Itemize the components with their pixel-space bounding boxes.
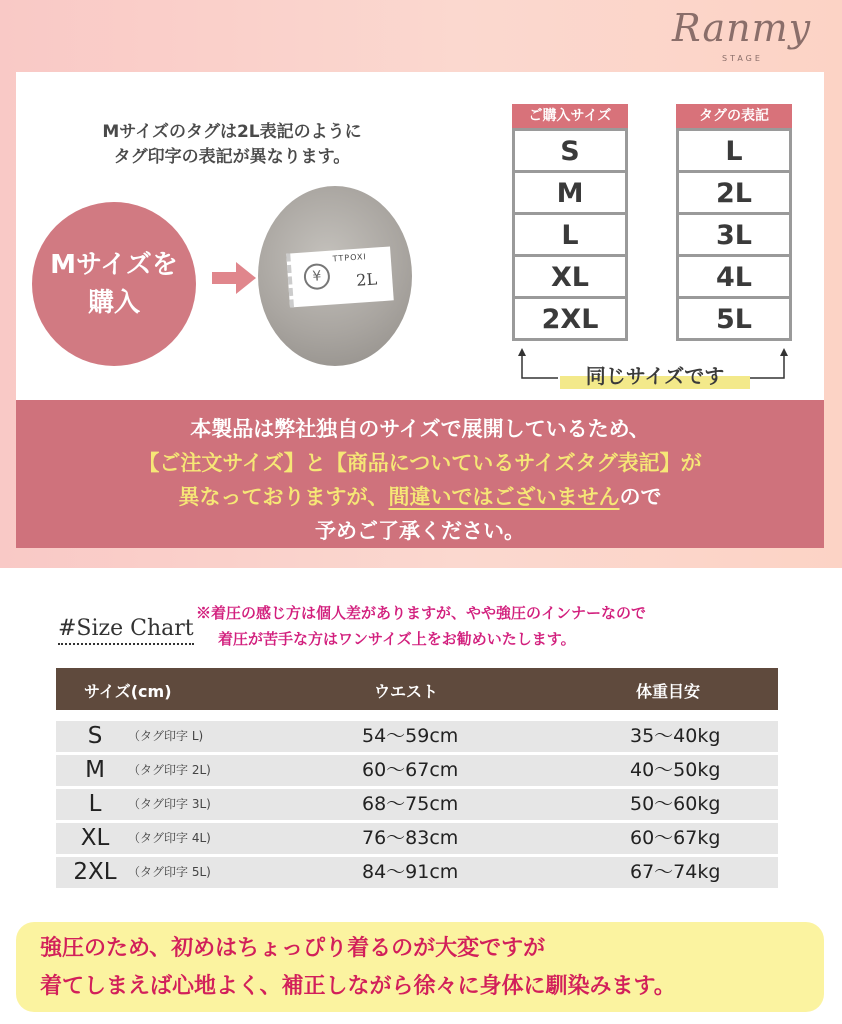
row-weight: 40〜50kg (630, 759, 721, 781)
pressure-note-line2: 着圧が苦手な方はワンサイズ上をお勧めいたします。 (218, 630, 576, 648)
size-table-header (56, 668, 778, 710)
purchase-size-header: ご購入サイズ (512, 104, 628, 128)
tag-note-line1: Mサイズのタグは2L表記のように (102, 122, 362, 142)
buy-badge-line1: Mサイズを (50, 250, 178, 280)
notice-line3 (16, 480, 824, 514)
tag-brand-text: TTPOXI (332, 252, 368, 264)
purchase-size-cell: M (515, 170, 625, 212)
table-row (56, 789, 778, 820)
row-tag: （タグ印字 5L) (128, 865, 211, 879)
size-tag-label (286, 246, 394, 307)
row-waist: 84〜91cm (362, 861, 459, 883)
row-weight: 67〜74kg (630, 861, 721, 883)
notice-line4: 予めご了承ください。 (315, 519, 525, 543)
logo-sub: STAGE (722, 54, 763, 63)
notice-line2: 【ご注文サイズ】と【商品についているサイズタグ表記】が (138, 451, 702, 475)
tag-size-header: タグの表記 (676, 104, 792, 128)
size-notice-box (16, 400, 824, 548)
tag-size-cell: L (679, 128, 789, 170)
table-row (56, 755, 778, 786)
pressure-note (196, 600, 826, 652)
size-table (56, 668, 778, 888)
purchase-size-cell: 2XL (515, 296, 625, 338)
notice-line3-a: 異なっておりますが、 (178, 485, 389, 509)
tag-size-cell: 2L (679, 170, 789, 212)
tag-size-cell: 4L (679, 254, 789, 296)
row-size: M (85, 757, 105, 783)
size-chart-title: #Size Chart (58, 616, 194, 645)
buy-m-badge (32, 202, 196, 366)
purchase-size-cell: S (515, 128, 625, 170)
row-waist: 76〜83cm (362, 827, 459, 849)
table-row (56, 721, 778, 752)
header-weight: 体重目安 (636, 682, 701, 701)
tag-note (52, 120, 412, 170)
row-size: L (88, 791, 102, 817)
row-weight: 35〜40kg (630, 725, 721, 747)
row-tag: （タグ印字 4L) (128, 831, 211, 845)
logo-script: Ranmy (672, 6, 812, 50)
table-row (56, 823, 778, 854)
arrow-right-icon (210, 258, 258, 298)
fit-note-line2: 着てしまえば心地よく、補正しながら徐々に身体に馴染みます。 (40, 974, 676, 999)
row-weight: 60〜67kg (630, 827, 721, 849)
row-weight: 50〜60kg (630, 793, 721, 815)
notice-line3-c: ので (619, 485, 662, 509)
brand-logo (668, 4, 818, 74)
pressure-note-line1: ※着圧の感じ方は個人差がありますが、やや強圧のインナーなので (196, 604, 647, 622)
row-size: 2XL (73, 859, 117, 885)
row-tag: （タグ印字 2L) (128, 763, 211, 777)
purchase-size-cell: L (515, 212, 625, 254)
header-waist: ウエスト (374, 682, 439, 701)
row-waist: 60〜67cm (362, 759, 459, 781)
buy-badge-line2: 購入 (87, 288, 140, 318)
tag-size-cell: 3L (679, 212, 789, 254)
tag-size-cell: 5L (679, 296, 789, 338)
table-row (56, 857, 778, 888)
row-tag: （タグ印字 3L) (128, 797, 211, 811)
tag-photo (258, 186, 412, 366)
same-size-bracket (508, 348, 798, 392)
tag-note-line2: タグ印字の表記が異なります。 (113, 147, 351, 167)
notice-line1: 本製品は弊社独自のサイズで展開しているため、 (190, 417, 650, 441)
purchase-size-column (512, 104, 628, 341)
row-tag: （タグ印字 L) (128, 729, 204, 743)
same-size-label: 同じサイズです (560, 360, 750, 389)
tag-size-column (676, 104, 792, 341)
table-spacer (56, 710, 778, 718)
tag-brand-icon: ¥ (303, 263, 331, 291)
tag-size-text: 2L (355, 269, 378, 290)
row-waist: 68〜75cm (362, 793, 459, 815)
fit-note-line1: 強圧のため、初めはちょっぴり着るのが大変ですが (40, 936, 546, 961)
row-size: XL (80, 825, 110, 851)
header-size: サイズ(cm) (84, 682, 172, 701)
fit-note (16, 922, 824, 1012)
row-size: S (87, 723, 103, 749)
row-waist: 54〜59cm (362, 725, 459, 747)
purchase-size-cell: XL (515, 254, 625, 296)
notice-line3-b: 間違いではございません (388, 485, 620, 509)
